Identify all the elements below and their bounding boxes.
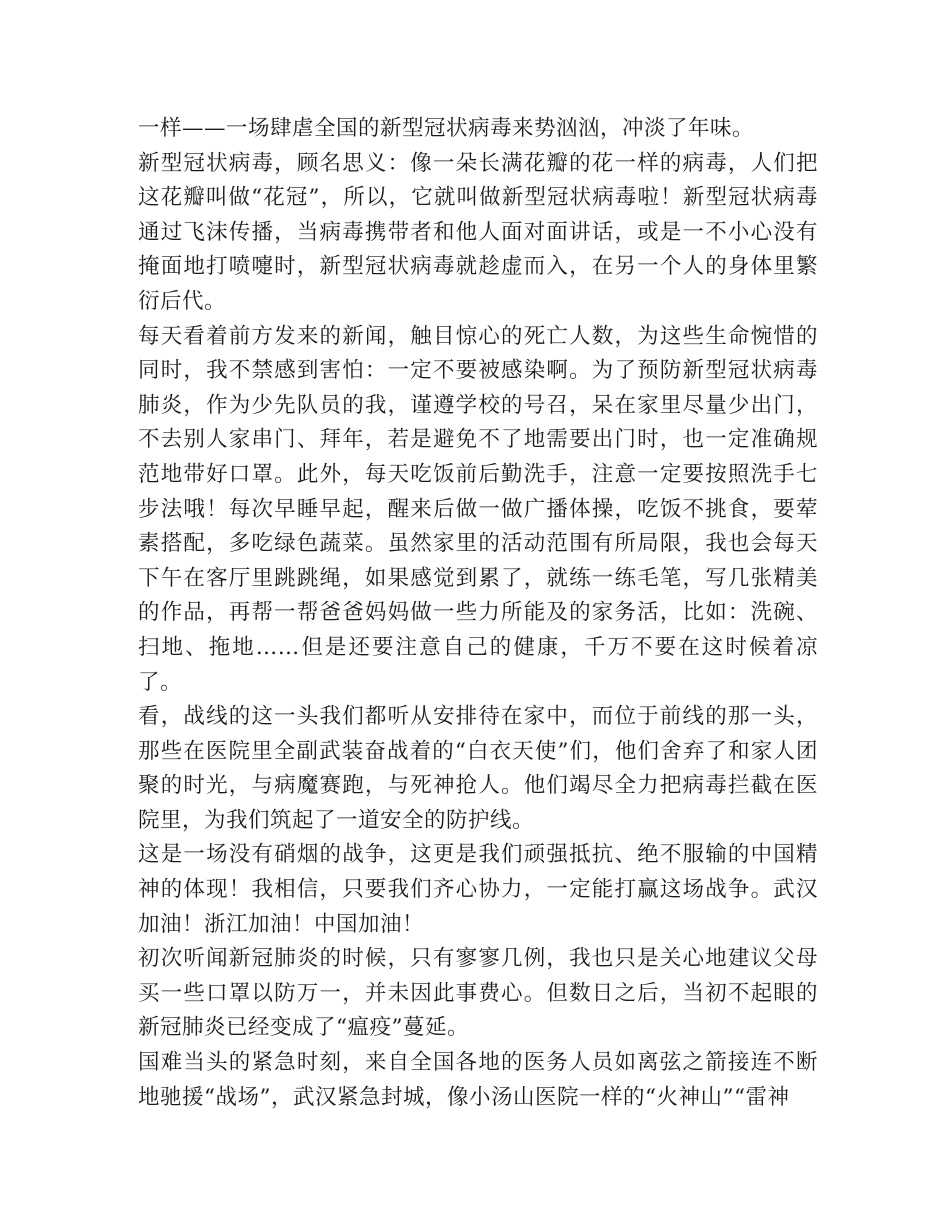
paragraph-7: 国难当头的紧急时刻，来自全国各地的医务人员如离弦之箭接连不断地驰援“战场”，武汉紧急封城，像小汤山医院一样的“火神山”“雷神	[138, 1050, 818, 1110]
paragraph-3: 每天看着前方发来的新闻，触目惊心的死亡人数，为这些生命惋惜的同时，我不禁感到害怕：一定不要被感染啊。为了预防新型冠状病毒肺炎，作为少先队员的我，谨遵学校的号召，呆在家里尽量少出门，不去别人家串门、拜年，若是避免不了地需要出门时，也一定准确规范地带好口罩。此外，每天吃饭前后勤洗手，注意一定要按照洗手七步法哦！每次早睡早起，醒来后做一做广播体操，吃饭不挑食，要荤素搭配，多吃绿色蔬菜。虽然家里的活动范围有所局限，我也会每天下午在客厅里跳跳绳，如果感觉到累了，就练一练毛笔，写几张精美的作品，再帮一帮爸爸妈妈做一些力所能及的家务活，比如：洗碗、扫地、拖地……但是还要注意自己的健康，千万不要在这时候着凉了。	[138, 323, 818, 695]
paragraph-4: 看，战线的这一头我们都听从安排待在家中，而位于前线的那一头，那些在医院里全副武装奋战着的“白衣天使”们，他们舍弃了和家人团聚的时光，与病魔赛跑，与死神抢人。他们竭尽全力把病毒拦截在医院里，为我们筑起了一道安全的防护线。	[138, 704, 818, 833]
paragraph-1: 一样——一场肆虐全国的新型冠状病毒来势汹汹，冲淡了年味。	[138, 116, 755, 141]
paragraph-5: 这是一场没有硝烟的战争，这更是我们顽强抵抗、绝不服输的中国精神的体现！我相信，只要我们齐心协力，一定能打赢这场战争。武汉加油！浙江加油！中国加油！	[138, 842, 818, 937]
document-body	[138, 112, 818, 1115]
paragraph-6: 初次听闻新冠肺炎的时候，只有寥寥几例，我也只是关心地建议父母买一些口罩以防万一，并未因此事费心。但数日之后，当初不起眼的新冠肺炎已经变成了“瘟疫”蔓延。	[138, 946, 818, 1041]
paragraph-2: 新型冠状病毒，顾名思义：像一朵长满花瓣的花一样的病毒，人们把这花瓣叫做“花冠”，所以，它就叫做新型冠状病毒啦！新型冠状病毒通过飞沫传播，当病毒携带者和他人面对面讲话，或是一不小心没有掩面地打喷嚏时，新型冠状病毒就趁虚而入，在另一个人的身体里繁衍后代。	[138, 150, 818, 314]
